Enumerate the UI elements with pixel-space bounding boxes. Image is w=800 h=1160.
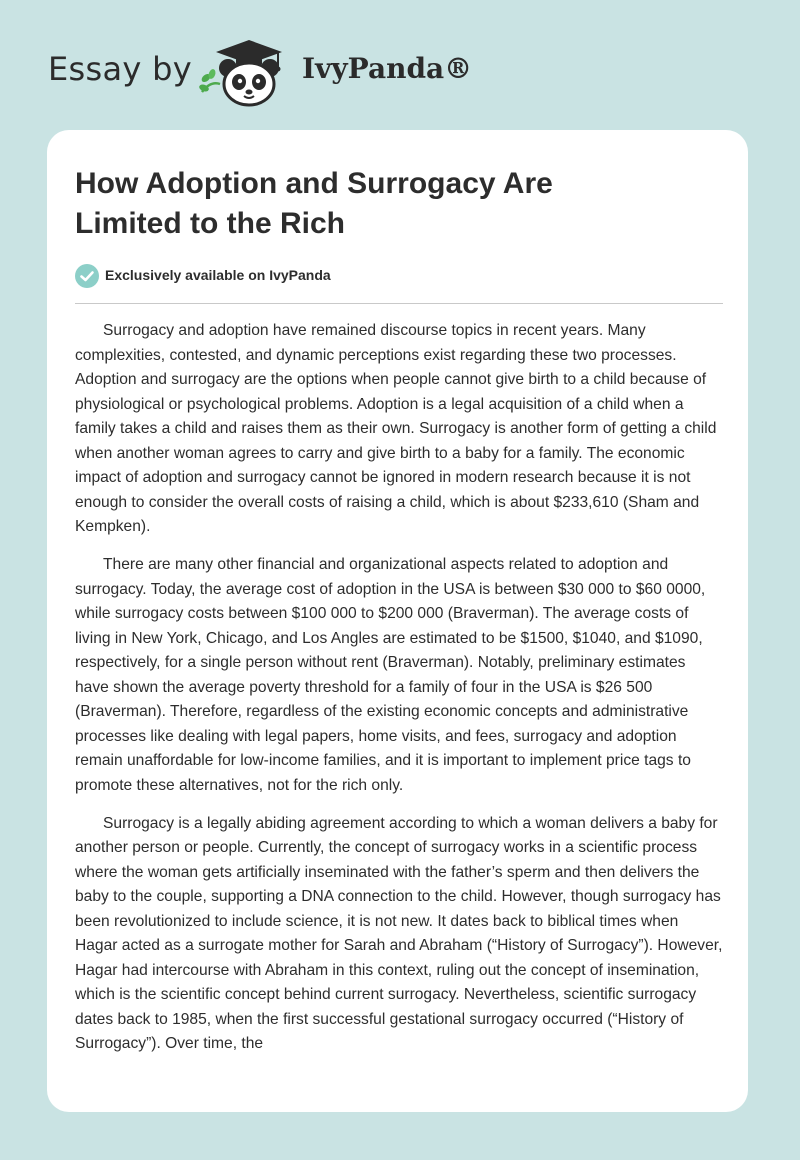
- divider: [75, 303, 723, 304]
- panda-graduate-icon: [198, 34, 294, 108]
- essay-paragraph: There are many other financial and organizational aspects related to adoption and surrogacy. Today, the average cost of adoption in the USA is between $30 000 to $60 0000, while surrogacy costs between $100 000 to $200 000 (Braverman). The average costs of living in New York, Chicago, and Los Angles are estimated to be $1500, $1040, and $1090, respectively, for a single person without rent (Braverman). Notably, preliminary estimates have shown the average poverty threshold for a family of four in the USA is $26 500 (Braverman). Therefore, regardless of the existing economic concepts and administrative processes like dealing with legal papers, home visits, and fees, surrogacy and adoption remain unaffordable for low-income families, and it is important to implement price tags to promote these alternatives, not for the rich only.: [75, 556, 706, 794]
- exclusive-label: Exclusively available on IvyPanda: [105, 267, 331, 283]
- exclusive-badge: [75, 264, 475, 288]
- check-circle-icon: [75, 264, 99, 288]
- page-title: How Adoption and Surrogacy Are Limited to the Rich: [75, 167, 553, 240]
- brand-name: IvyPanda®: [302, 52, 473, 85]
- essay-card: [47, 130, 748, 1112]
- essay-paragraph: Surrogacy and adoption have remained discourse topics in recent years. Many complexities, contested, and dynamic perceptions exist regarding these two processes. Adoption and surrogacy are the options when people cannot give birth to a child because of physiological or psychological problems. Adoption is a legal acquisition of a child when a family takes a child and raises them as their own. Surrogacy is another form of getting a child when another woman agrees to carry and give birth to a baby for a family. The economic impact of adoption and surrogacy cannot be ignored in modern research because it is not enough to consider the overall costs of raising a child, which is about $233,610 (Sham and Kempken).: [75, 322, 717, 535]
- brand-prefix: Essay by: [48, 50, 192, 88]
- essay-body: [75, 319, 723, 1070]
- essay-paragraph: Surrogacy is a legally abiding agreement according to which a woman delivers a baby for another person or people. Currently, the concept of surrogacy works in a scientific process where the woman gets artificially inseminated with the father’s sperm and then delivers the baby to the couple, supporting a DNA connection to the child. However, though surrogacy has been revolutionized to include science, it is not new. It dates back to biblical times when Hagar acted as a surrogate mother for Sarah and Abraham (“History of Surrogacy”). However, Hagar had intercourse with Abraham in this context, ruling out the concept of insemination, which is the scientific concept behind current surrogacy. Nevertheless, scientific surrogacy dates back to 1985, when the first successful gestational surrogacy occurred (“History of Surrogacy”). Over time, the: [75, 814, 723, 1052]
- brand-header: [46, 34, 506, 108]
